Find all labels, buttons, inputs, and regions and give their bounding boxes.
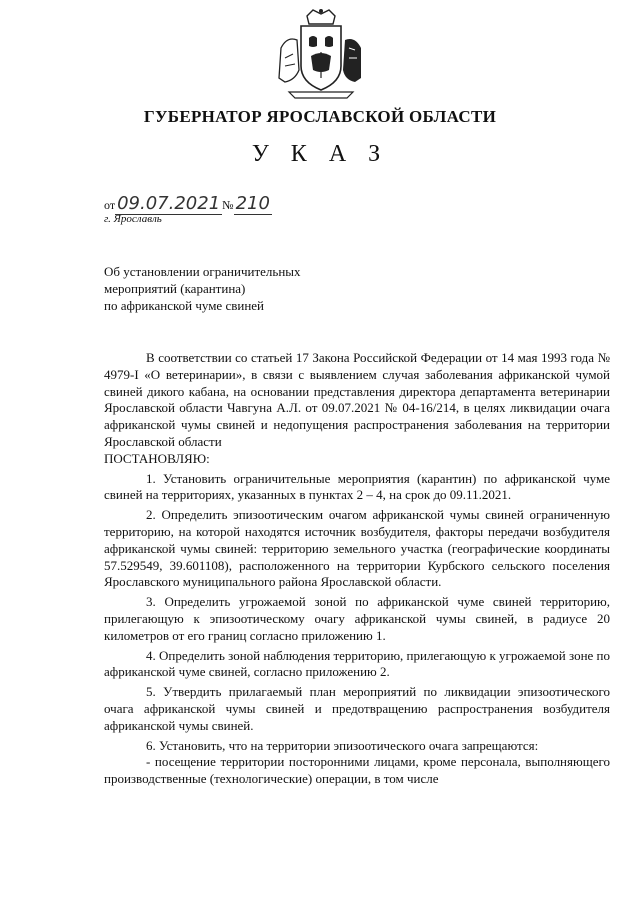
resolve-heading: ПОСТАНОВЛЯЮ: [104, 450, 210, 466]
clause-6: 6. Установить, что на территории эпизоотического очага запрещаются: [146, 737, 539, 753]
subject-line: по африканской чуме свиней [104, 298, 264, 313]
clause-1: 1. Установить ограничительные мероприятия (карантин) по африканской чуме свиней на территориях, указанных в пунктах 2 – 4, на срок до 09.11.2021. [104, 470, 610, 503]
document-type: У К А З [251, 141, 389, 167]
subject-line: Об установлении ограничительных [104, 264, 301, 279]
issuer-title: ГУБЕРНАТОР ЯРОСЛАВСКОЙ ОБЛАСТИ [143, 107, 497, 126]
clause-6-subitem: - посещение территории посторонними лицами, кроме персонала, выполняющего производственные (технологические) операции, в том числе [104, 754, 610, 787]
date-prefix: от [104, 198, 116, 212]
city-label: г. Ярославль [104, 213, 162, 225]
clause-5: 5. Утвердить прилагаемый план мероприятий по ликвидации эпизоотического очага африканской чумы свиней и предотвращению распространения возбудителя африканской чумы свиней. [104, 684, 610, 733]
clause-3: 3. Определить угрожаемой зоной по африканской чуме свиней территорию, прилегающую к эпизоотическому очагу африканской чумы свиней, в радиусе 20 километров от его границ согласно приложению 1. [104, 594, 610, 643]
clause-4: 4. Определить зоной наблюдения территорию, прилегающую к угрожаемой зоне по африканской чуме свиней, согласно приложению 2. [104, 647, 611, 680]
coat-of-arms-emblem [275, 8, 367, 102]
decree-body [104, 350, 610, 788]
clause-2: 2. Определить эпизоотическим очагом африканской чумы свиней ограниченную территорию, на которой находятся источник возбудителя, факторы передачи возбудителя африканской чумы свиней: территорию земельного участка (географические координаты 57.529549, 39.601108), расположенного на территории Курбского сельского поселения Ярославского муниципального района Ярославской области. [104, 507, 610, 590]
preamble-paragraph: В соответствии со статьей 17 Закона Российской Федерации от 14 мая 1993 года № 4979-I «О ветеринарии», в связи с выявлением случая заболевания африканской чумой свиней дикого кабана, на основании представления директора департамента ветеринарии Ярославской области Чавгуна А.Л. от 09.07.2021 № 04-16/214, в целях ликвидации очага африканской чумы свиней и недопущения распространения заболевания на территории Ярославской области [104, 350, 610, 449]
subject-line: мероприятий (карантина) [104, 281, 246, 296]
decree-subject [104, 263, 301, 314]
number-prefix: № [222, 198, 234, 212]
handwritten-date: 09.07.2021 [117, 193, 221, 214]
date-number-line [104, 193, 272, 214]
handwritten-number: 210 [235, 193, 270, 214]
